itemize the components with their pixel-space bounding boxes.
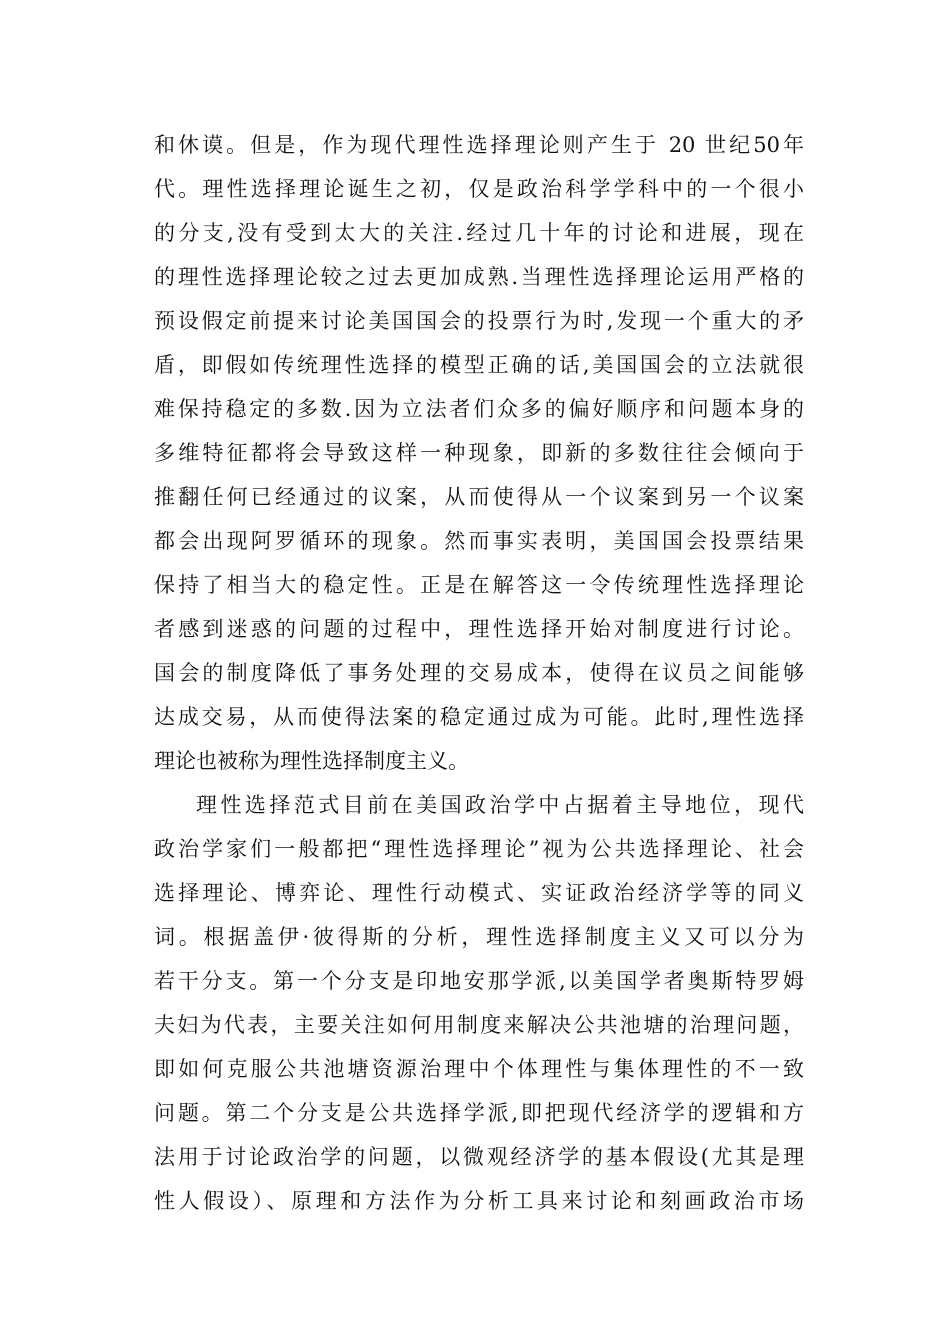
- text-line: 预设假定前提来讨论美国国会的投票行为时,发现一个重大的矛: [154, 309, 804, 333]
- text-line: 保持了相当大的稳定性。正是在解答这一令传统理性选择理论: [154, 573, 804, 597]
- text-line: 夫妇为代表，主要关注如何用制度来解决公共池塘的治理问题，: [154, 1013, 804, 1037]
- text-line: 即如何克服公共池塘资源治理中个体理性与集体理性的不一致: [154, 1057, 804, 1081]
- text-line: 都会出现阿罗循环的现象。然而事实表明，美国国会投票结果: [154, 529, 804, 553]
- text-line: 的分支,没有受到太大的关注.经过几十年的讨论和进展，现在: [154, 221, 804, 245]
- paragraph-1: [154, 123, 804, 783]
- text-line: 和休谟。但是，作为现代理性选择理论则产生于 20 世纪50年: [154, 133, 804, 157]
- text-line: 国会的制度降低了事务处理的交易成本，使得在议员之间能够: [154, 661, 804, 685]
- text-line: 理论也被称为理性选择制度主义。: [154, 749, 469, 773]
- text-line: 问题。第二个分支是公共选择学派,即把现代经济学的逻辑和方: [154, 1101, 804, 1125]
- text-line: 达成交易，从而使得法案的稳定通过成为可能。此时,理性选择: [154, 705, 804, 729]
- text-line: 多维特征都将会导致这样一种现象，即新的多数往往会倾向于: [154, 441, 804, 465]
- text-line: 若干分支。第一个分支是印地安那学派,以美国学者奥斯特罗姆: [154, 969, 804, 993]
- text-line: 词。根据盖伊·彼得斯的分析，理性选择制度主义又可以分为: [154, 925, 804, 949]
- text-line: 难保持稳定的多数.因为立法者们众多的偏好顺序和问题本身的: [154, 397, 804, 421]
- text-line: 代。理性选择理论诞生之初，仅是政治科学学科中的一个很小: [154, 177, 804, 201]
- text-line: 选择理论、博弈论、理性行动模式、实证政治经济学等的同义: [154, 881, 804, 905]
- text-line: 性人假设）、原理和方法作为分析工具来讨论和刻画政治市场: [154, 1189, 804, 1213]
- text-line: 理性选择范式目前在美国政治学中占据着主导地位，现代: [196, 793, 804, 817]
- text-line: 法用于讨论政治学的问题，以微观经济学的基本假设(尤其是理: [154, 1145, 804, 1169]
- document-body: [154, 123, 804, 1223]
- text-line: 政治学家们一般都把“理性选择理论”视为公共选择理论、社会: [154, 837, 804, 861]
- text-line: 的理性选择理论较之过去更加成熟.当理性选择理论运用严格的: [154, 265, 804, 289]
- paragraph-2: [154, 783, 804, 1223]
- text-line: 盾，即假如传统理性选择的模型正确的话,美国国会的立法就很: [154, 353, 804, 377]
- text-line: 推翻任何已经通过的议案，从而使得从一个议案到另一个议案: [154, 485, 804, 509]
- text-line: 者感到迷惑的问题的过程中，理性选择开始对制度进行讨论。: [154, 617, 804, 641]
